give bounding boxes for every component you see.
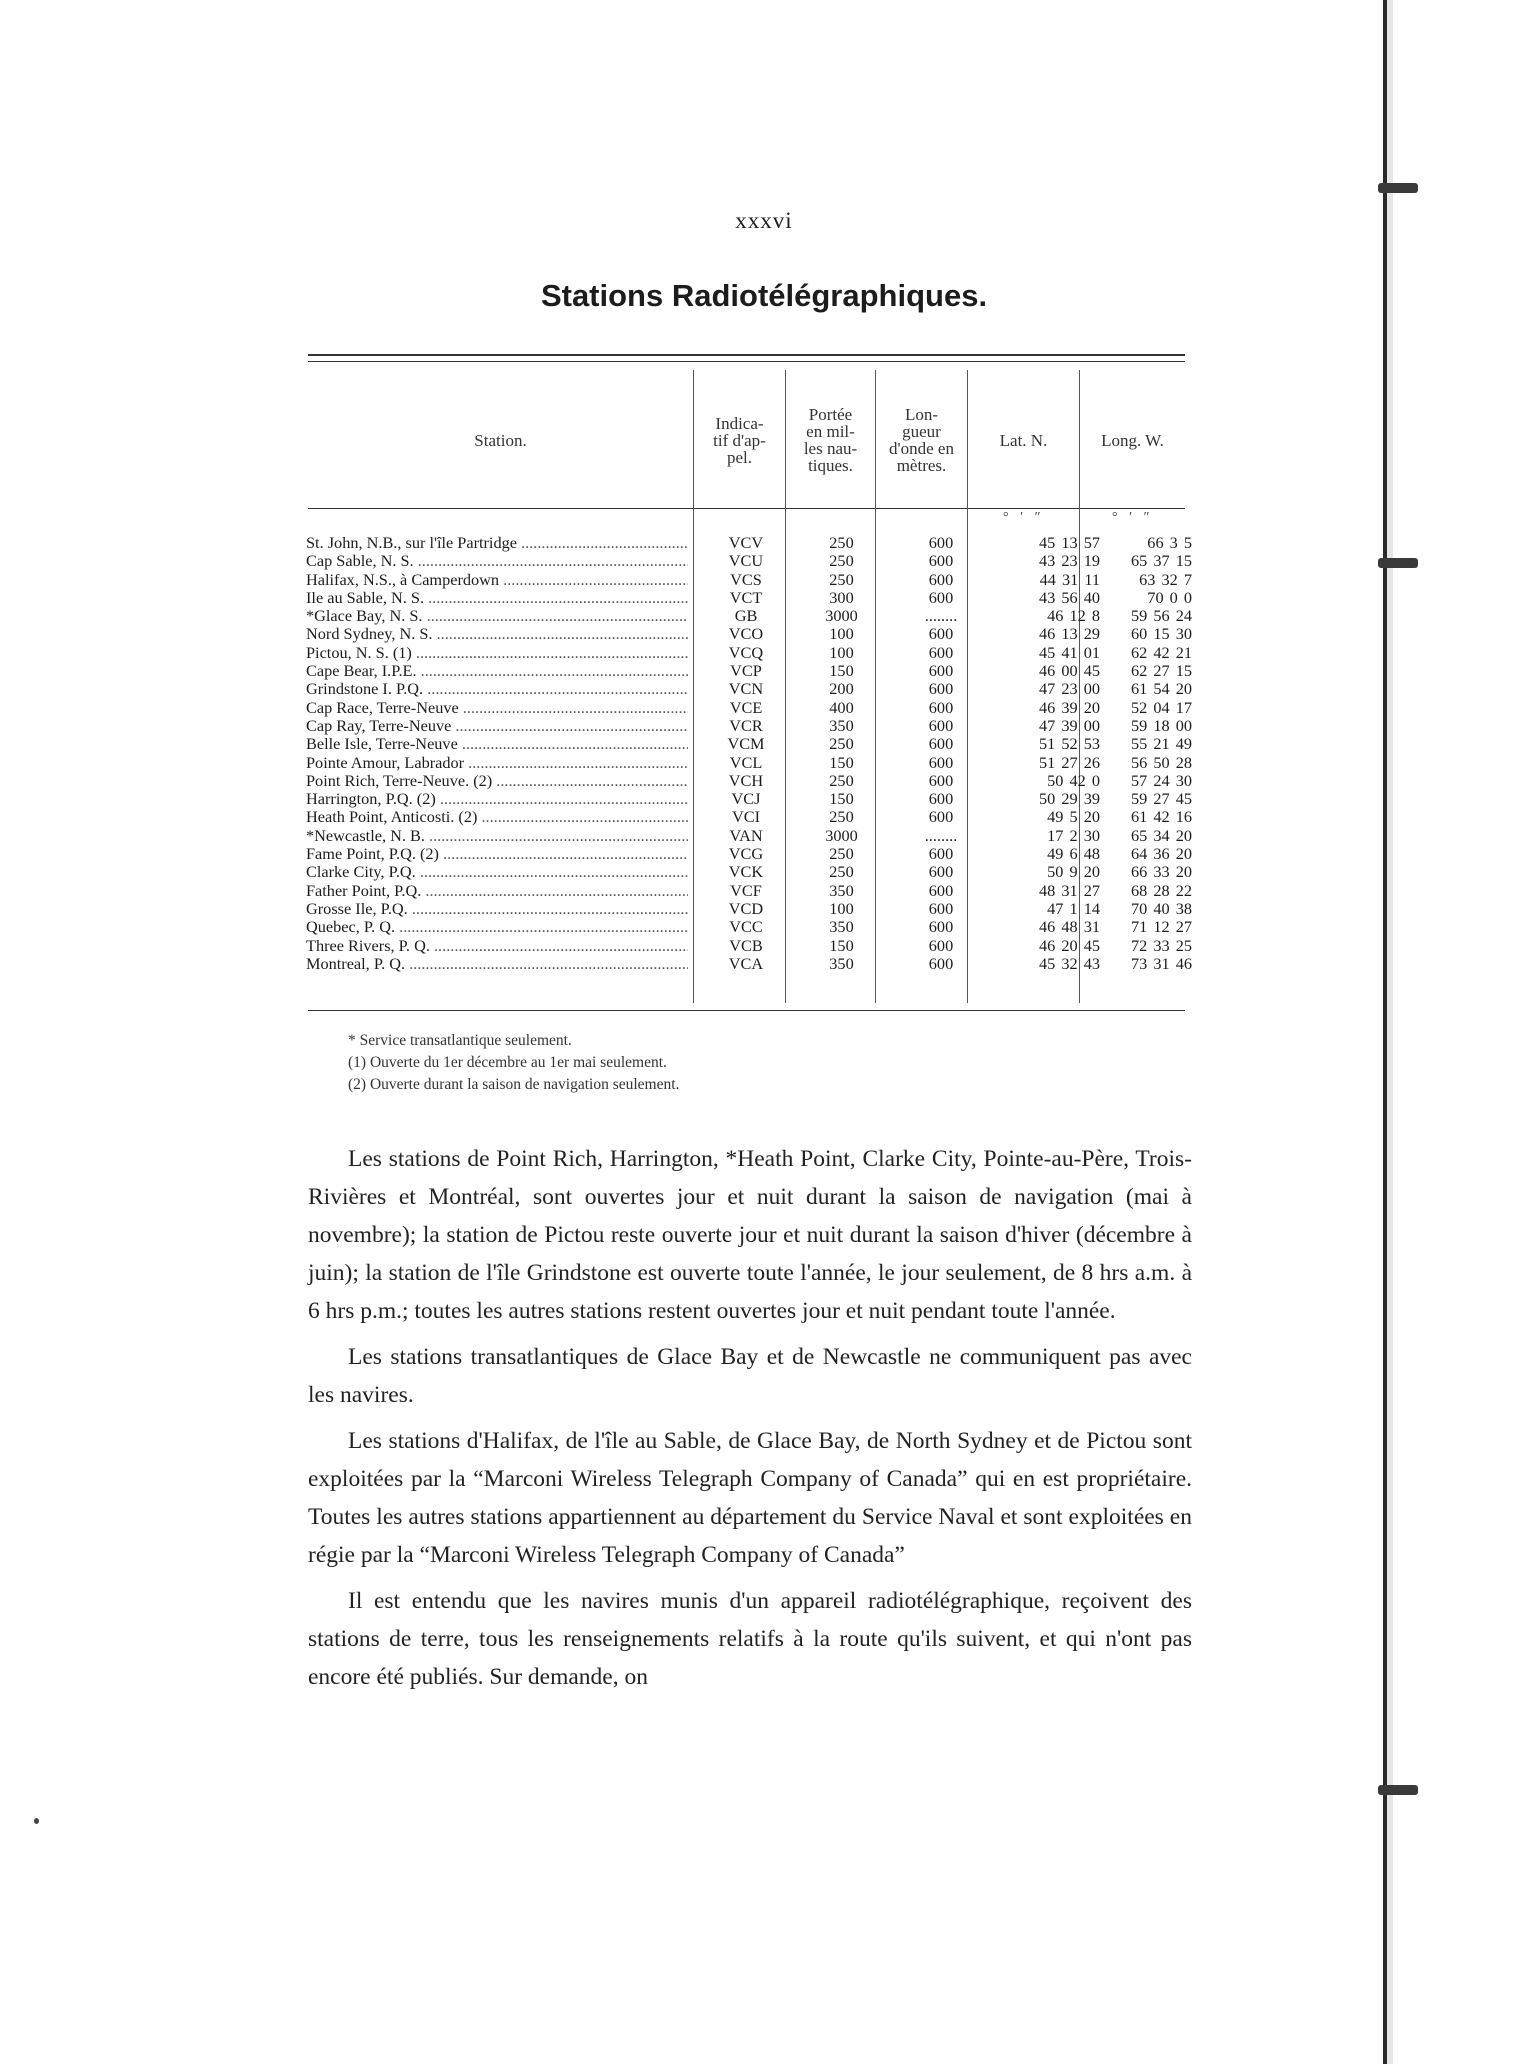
longitude-value: 62 27 15	[1131, 661, 1192, 681]
wavelength-value: 600	[928, 898, 954, 918]
wavelength-value: 600	[928, 551, 954, 571]
footnotes	[348, 1030, 679, 1096]
call-sign: VCP	[730, 661, 762, 681]
range-value: 250	[829, 770, 854, 790]
longitude-value: 70 40 38	[1131, 898, 1192, 918]
page-number: xxxvi	[735, 208, 793, 233]
range-value: 3000	[825, 825, 858, 845]
station-name: Ile au Sable, N. S. .....	[306, 589, 688, 607]
latitude-value: 49 6 48	[1047, 844, 1100, 864]
header-station: Station.	[474, 430, 527, 450]
longitude-value: 63 32 7	[1139, 569, 1192, 589]
paper-speck	[34, 1818, 39, 1824]
latitude-value: 44 31 11	[1039, 569, 1100, 589]
station-name: Three Rivers, P. Q. .....	[306, 937, 688, 955]
call-sign: VCH	[728, 770, 764, 790]
table-bottom-rule	[308, 1010, 1185, 1011]
longitude-value: 71 12 27	[1131, 917, 1192, 937]
latitude-value: 50 42 0	[1047, 770, 1100, 790]
wavelength-value: 600	[928, 953, 954, 973]
range-value: 3000	[825, 606, 858, 626]
station-name: Heath Point, Anticosti. (2) .....	[306, 808, 688, 826]
latitude-value: 43 56 40	[1039, 587, 1100, 607]
wavelength-value: 600	[928, 935, 954, 955]
header-latitude: Lat. N.	[999, 430, 1048, 450]
wavelength-value: 600	[928, 734, 954, 754]
paragraph: Les stations de Point Rich, Harrington, *Heath Point, Clarke City, Pointe-au-Père, Trois-Rivières et Montréal, sont ouvertes jour et nuit durant la saison de navigation (mai à novembre); la station de Pictou reste ouverte jour et nuit durant la saison d'hiver (décembre à juin); la station de l'île Grindstone est ouverte toute l'année, le jour seulement, de 8 hrs a.m. à 6 hrs p.m.; toutes les autres stations restent ouvertes jour et nuit pendant toute l'année.	[308, 1146, 1192, 1324]
wavelength-value: ........	[924, 825, 958, 845]
range-value: 100	[829, 642, 854, 662]
station-name: Montreal, P. Q. .....	[306, 955, 688, 973]
station-name: Cap Ray, Terre-Neuve .....	[306, 717, 688, 735]
station-name: *Newcastle, N. B. .....	[306, 827, 688, 845]
longitude-value: 66 3 5	[1147, 533, 1192, 552]
latitude-units: ° ′ ″	[1003, 510, 1041, 525]
table-top-rule	[308, 354, 1185, 356]
latitude-value: 46 39 20	[1039, 697, 1100, 717]
wavelength-value: 600	[928, 917, 954, 937]
wavelength-value: 600	[928, 880, 954, 900]
longitude-value: 66 33 20	[1131, 862, 1192, 882]
call-sign: VCD	[728, 898, 764, 918]
wavelength-value: 600	[928, 661, 954, 681]
latitude-value: 47 23 00	[1039, 679, 1100, 699]
latitude-value: 46 00 45	[1039, 661, 1100, 681]
station-name: Pictou, N. S. (1) .....	[306, 644, 688, 662]
range-value: 150	[829, 935, 854, 955]
latitude-value: 43 23 19	[1039, 551, 1100, 571]
call-sign: VCJ	[731, 789, 761, 809]
station-name: Cap Sable, N. S. .....	[306, 552, 688, 570]
station-name: Father Point, P.Q. .....	[306, 882, 688, 900]
longitude-units: ° ′ ″	[1112, 510, 1150, 525]
latitude-value: 46 20 45	[1039, 935, 1100, 955]
call-sign: VCE	[729, 697, 763, 717]
longitude-value: 61 54 20	[1131, 679, 1192, 699]
footnote: (2) Ouverte durant la saison de navigation seulement.	[348, 1076, 680, 1093]
call-sign: GB	[734, 606, 758, 626]
longitude-value: 52 04 17	[1131, 697, 1192, 717]
station-name: Quebec, P. Q. .....	[306, 918, 688, 936]
paragraph: Il est entendu que les navires munis d'un appareil radiotélégraphique, reçoivent des stations de terre, tous les renseignements relatifs à la route qu'ils suivent, et qui n'ont pas encore été publiés. Sur demande, on	[308, 1588, 1192, 1690]
latitude-value: 51 52 53	[1039, 734, 1100, 754]
footnote: (1) Ouverte du 1er décembre au 1er mai seulement.	[348, 1054, 667, 1071]
longitude-value: 65 34 20	[1131, 825, 1192, 845]
page-title: Stations Radiotélégraphiques.	[540, 278, 988, 313]
call-sign: VCT	[729, 587, 763, 607]
header-wavelength: Lon- gueur d'onde en mètres.	[889, 405, 954, 475]
wavelength-value: 600	[928, 715, 954, 735]
longitude-value: 70 0 0	[1147, 587, 1192, 607]
call-sign: VCB	[729, 935, 763, 955]
longitude-value: 65 37 15	[1131, 551, 1192, 571]
range-value: 250	[829, 734, 854, 754]
range-value: 100	[829, 624, 854, 644]
call-sign: VCC	[729, 917, 763, 937]
range-value: 250	[829, 807, 854, 827]
binding-clip	[1378, 183, 1418, 193]
range-value: 250	[829, 533, 854, 552]
wavelength-value: 600	[928, 642, 954, 662]
station-name: Pointe Amour, Labrador .....	[306, 754, 688, 772]
station-name: Nord Sydney, N. S. .....	[306, 625, 688, 643]
longitude-value: 59 27 45	[1131, 789, 1192, 809]
body-text	[308, 1140, 1192, 1704]
wavelength-value: 600	[928, 770, 954, 790]
latitude-value: 49 5 20	[1047, 807, 1100, 827]
station-name: Fame Point, P.Q. (2) .....	[306, 845, 688, 863]
station-name: Clarke City, P.Q. .....	[306, 863, 688, 881]
call-sign: VCG	[728, 844, 764, 864]
longitude-value: 56 50 28	[1131, 752, 1192, 772]
wavelength-value: 600	[928, 679, 954, 699]
wavelength-value: 600	[928, 807, 954, 827]
range-value: 150	[829, 752, 854, 772]
call-sign: VCF	[730, 880, 762, 900]
call-sign: VCO	[728, 624, 764, 644]
wavelength-value: 600	[928, 533, 954, 552]
paragraph: Les stations transatlantiques de Glace Bay et de Newcastle ne communiquent pas avec les navires.	[308, 1344, 1192, 1408]
longitude-value: 57 24 30	[1131, 770, 1192, 790]
wavelength-value: ........	[924, 606, 958, 626]
call-sign: VCR	[729, 715, 763, 735]
wavelength-value: 600	[928, 789, 954, 809]
call-sign: VAN	[729, 825, 763, 845]
wavelength-value: 600	[928, 624, 954, 644]
latitude-value: 47 1 14	[1047, 898, 1100, 918]
wavelength-value: 600	[928, 844, 954, 864]
longitude-value: 59 56 24	[1131, 606, 1192, 626]
header-call-sign: Indica- tif d'ap- pel.	[713, 413, 766, 467]
longitude-value: 72 33 25	[1131, 935, 1192, 955]
range-value: 250	[829, 862, 854, 882]
range-value: 150	[829, 789, 854, 809]
longitude-value: 68 28 22	[1131, 880, 1192, 900]
latitude-value: 50 9 20	[1047, 862, 1100, 882]
wavelength-value: 600	[928, 752, 954, 772]
call-sign: VCU	[728, 551, 764, 571]
call-sign: VCN	[728, 679, 764, 699]
station-name: Belle Isle, Terre-Neuve .....	[306, 735, 688, 753]
range-value: 200	[829, 679, 854, 699]
call-sign: VCV	[728, 533, 764, 552]
binding-clip	[1378, 1785, 1418, 1795]
longitude-value: 60 15 30	[1131, 624, 1192, 644]
range-value: 350	[829, 953, 854, 973]
station-name: Grindstone I. P.Q. .....	[306, 680, 688, 698]
latitude-value: 46 12 8	[1047, 606, 1100, 626]
wavelength-value: 600	[928, 569, 954, 589]
call-sign: VCM	[727, 734, 765, 754]
station-name: Harrington, P.Q. (2) .....	[306, 790, 688, 808]
latitude-value: 45 32 43	[1039, 953, 1100, 973]
range-value: 250	[829, 569, 854, 589]
station-name: Grosse Ile, P.Q. .....	[306, 900, 688, 918]
range-value: 150	[829, 661, 854, 681]
station-name: Halifax, N.S., à Camperdown .....	[306, 571, 688, 589]
latitude-value: 48 31 27	[1039, 880, 1100, 900]
latitude-value: 17 2 30	[1047, 825, 1100, 845]
range-value: 350	[829, 880, 854, 900]
longitude-value: 61 42 16	[1131, 807, 1192, 827]
station-name: St. John, N.B., sur l'île Partridge .....	[306, 534, 688, 552]
call-sign: VCS	[730, 569, 762, 589]
station-name: *Glace Bay, N. S. .....	[306, 607, 688, 625]
latitude-value: 46 13 29	[1039, 624, 1100, 644]
range-value: 250	[829, 551, 854, 571]
latitude-value: 50 29 39	[1039, 789, 1100, 809]
longitude-value: 62 42 21	[1131, 642, 1192, 662]
binding-clip	[1378, 558, 1418, 568]
wavelength-value: 600	[928, 587, 954, 607]
call-sign: VCI	[731, 807, 761, 827]
station-name: Cape Bear, I.P.E. .....	[306, 662, 688, 680]
longitude-value: 64 36 20	[1131, 844, 1192, 864]
station-name: Cap Race, Terre-Neuve .....	[306, 699, 688, 717]
latitude-value: 45 13 57	[1039, 533, 1100, 552]
table-top-rule-thin	[308, 361, 1185, 362]
call-sign: VCQ	[728, 642, 764, 662]
station-name: Point Rich, Terre-Neuve. (2) .....	[306, 772, 688, 790]
call-sign: VCA	[728, 953, 764, 973]
longitude-value: 73 31 46	[1131, 953, 1192, 973]
header-longitude: Long. W.	[1101, 430, 1164, 450]
footnote: * Service transatlantique seulement.	[348, 1032, 572, 1049]
latitude-value: 51 27 26	[1039, 752, 1100, 772]
longitude-value: 59 18 00	[1131, 715, 1192, 735]
range-value: 350	[829, 715, 854, 735]
range-value: 400	[829, 697, 854, 717]
range-value: 250	[829, 844, 854, 864]
header-range: Portée en mil- les nau- tiques.	[803, 405, 858, 475]
wavelength-value: 600	[928, 697, 954, 717]
latitude-value: 45 41 01	[1039, 642, 1100, 662]
latitude-value: 46 48 31	[1039, 917, 1100, 937]
call-sign: VCL	[729, 752, 763, 772]
range-value: 350	[829, 917, 854, 937]
latitude-value: 47 39 00	[1039, 715, 1100, 735]
range-value: 100	[829, 898, 854, 918]
call-sign: VCK	[728, 862, 764, 882]
range-value: 300	[829, 587, 854, 607]
wavelength-value: 600	[928, 862, 954, 882]
longitude-value: 55 21 49	[1131, 734, 1192, 754]
paragraph: Les stations d'Halifax, de l'île au Sable, de Glace Bay, de North Sydney et de Pictou sont exploitées par la “Marconi Wireless Telegraph Company of Canada” qui en est propriétaire. Toutes les autres stations appartiennent au département du Service Naval et sont exploitées en régie par la “Marconi Wireless Telegraph Company of Canada”	[308, 1428, 1192, 1568]
